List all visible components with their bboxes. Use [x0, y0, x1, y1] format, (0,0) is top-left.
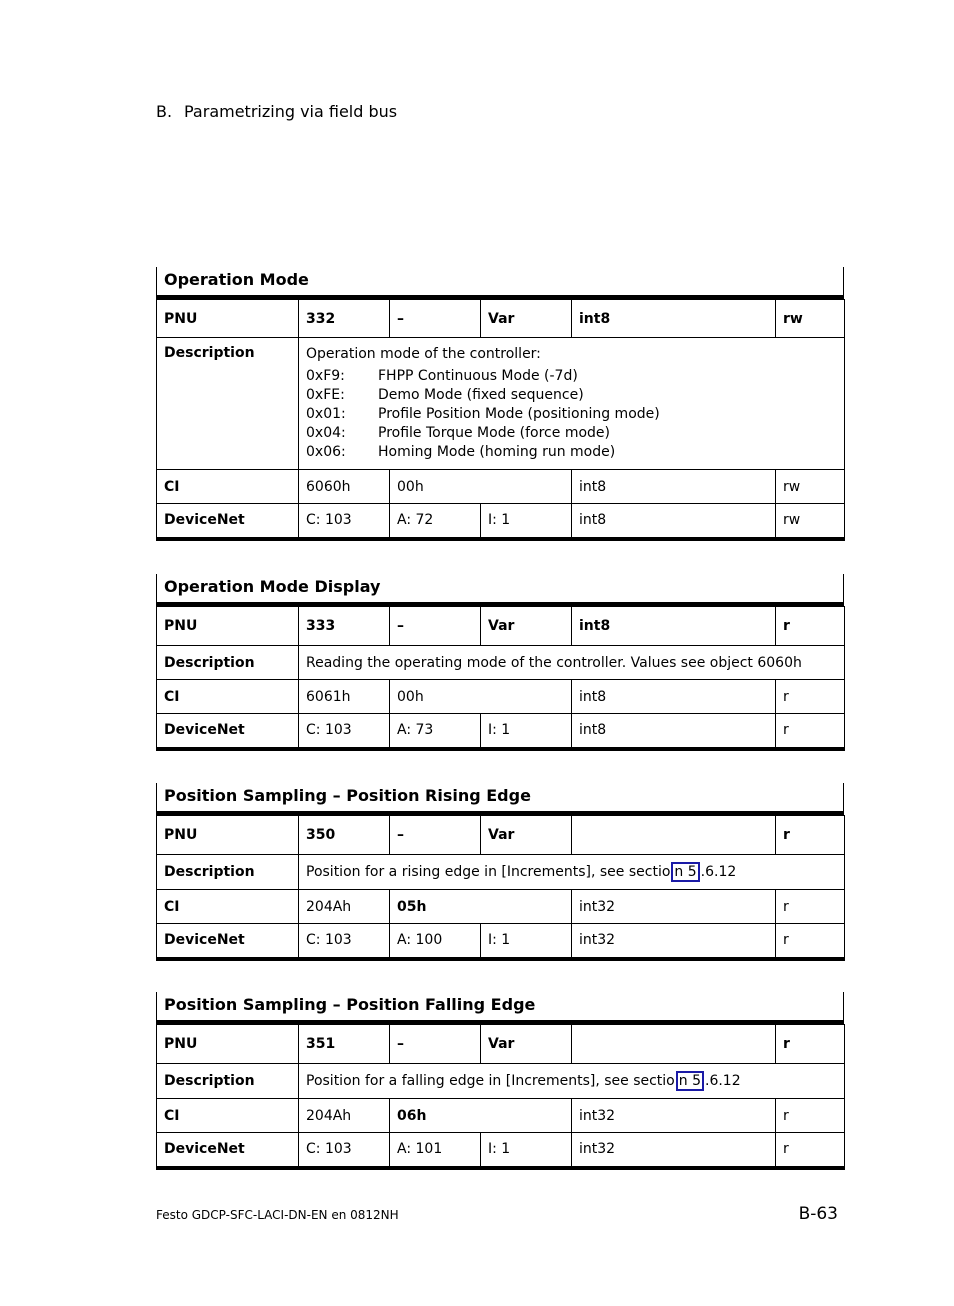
mode-text: Homing Mode (homing run mode): [378, 444, 616, 460]
pnu-row: [157, 1025, 845, 1064]
description-cell: [299, 855, 845, 890]
description-label: Description: [157, 855, 299, 890]
pnu-row: [157, 816, 845, 855]
description-text: Reading the operating mode of the controller. Values see object 6060h: [299, 646, 845, 680]
ci-index: 6061h: [299, 680, 390, 714]
ci-index: 204Ah: [299, 1099, 390, 1133]
section-number: B.: [156, 102, 173, 121]
mode-item: [306, 424, 837, 443]
ci-subindex: 06h: [390, 1099, 572, 1133]
param-table-position-rising-edge: [156, 783, 844, 961]
description-text-after: .6.12: [700, 864, 737, 880]
table-title: Position Sampling – Position Falling Edge: [156, 992, 844, 1024]
ci-access: r: [776, 1099, 845, 1133]
ci-row: [157, 680, 845, 714]
pnu-access: r: [776, 1025, 845, 1064]
pnu-label: PNU: [157, 1025, 299, 1064]
devicenet-row: [157, 924, 845, 959]
section-link[interactable]: n 5: [676, 1071, 704, 1091]
description-cell: [299, 1064, 845, 1099]
devicenet-label: DeviceNet: [157, 1133, 299, 1168]
ci-row: [157, 470, 845, 504]
mode-item: [306, 367, 837, 386]
ci-access: r: [776, 890, 845, 924]
pnu-type: [572, 816, 776, 855]
ci-row: [157, 1099, 845, 1133]
mode-text: Profile Position Mode (positioning mode): [378, 406, 660, 422]
ci-label: CI: [157, 470, 299, 504]
ci-subindex: 00h: [390, 680, 572, 714]
devicenet-attribute: A: 73: [390, 714, 481, 749]
pnu-access: r: [776, 816, 845, 855]
description-row: [157, 1064, 845, 1099]
description-cell: [299, 338, 845, 470]
description-row: [157, 646, 845, 680]
mode-item: [306, 405, 837, 424]
devicenet-class: C: 103: [299, 924, 390, 959]
ci-index: 204Ah: [299, 890, 390, 924]
pnu-number: 333: [299, 607, 390, 646]
devicenet-row: [157, 714, 845, 749]
devicenet-label: DeviceNet: [157, 924, 299, 959]
section-header: [156, 102, 397, 121]
devicenet-instance: I: 1: [481, 1133, 572, 1168]
devicenet-row: [157, 1133, 845, 1168]
devicenet-instance: I: 1: [481, 504, 572, 539]
table-title: Operation Mode: [156, 267, 844, 299]
description-text-after: .6.12: [705, 1073, 741, 1089]
footer-text: Festo GDCP-SFC-LACI-DN-EN en 0812NH: [156, 1208, 399, 1222]
description-row: [157, 338, 845, 470]
devicenet-type: int8: [572, 504, 776, 539]
section-link[interactable]: n 5: [671, 862, 699, 882]
param-grid: [156, 815, 845, 961]
pnu-row: [157, 607, 845, 646]
pnu-label: PNU: [157, 816, 299, 855]
pnu-type: int8: [572, 607, 776, 646]
param-table-position-falling-edge: [156, 992, 844, 1170]
ci-label: CI: [157, 890, 299, 924]
page-number: B-63: [798, 1204, 838, 1224]
pnu-subindex: –: [390, 300, 481, 338]
devicenet-access: r: [776, 714, 845, 749]
devicenet-type: int32: [572, 1133, 776, 1168]
devicenet-attribute: A: 101: [390, 1133, 481, 1168]
mode-code: 0x06:: [306, 444, 346, 460]
devicenet-instance: I: 1: [481, 714, 572, 749]
pnu-row: [157, 300, 845, 338]
devicenet-attribute: A: 100: [390, 924, 481, 959]
mode-text: Demo Mode (fixed sequence): [378, 387, 584, 403]
ci-label: CI: [157, 680, 299, 714]
devicenet-label: DeviceNet: [157, 504, 299, 539]
param-table-operation-mode: [156, 267, 844, 541]
devicenet-class: C: 103: [299, 504, 390, 539]
devicenet-attribute: A: 72: [390, 504, 481, 539]
ci-subindex: 05h: [390, 890, 572, 924]
devicenet-label: DeviceNet: [157, 714, 299, 749]
mode-code: 0xFE:: [306, 387, 345, 403]
pnu-kind: Var: [481, 1025, 572, 1064]
ci-type: int32: [572, 1099, 776, 1133]
pnu-kind: Var: [481, 607, 572, 646]
mode-text: FHPP Continuous Mode (-7d): [378, 368, 578, 384]
table-title: Position Sampling – Position Rising Edge: [156, 783, 844, 815]
pnu-type: [572, 1025, 776, 1064]
pnu-label: PNU: [157, 607, 299, 646]
mode-code: 0x04:: [306, 425, 346, 441]
param-grid: [156, 1024, 845, 1170]
ci-label: CI: [157, 1099, 299, 1133]
mode-text: Profile Torque Mode (force mode): [378, 425, 610, 441]
pnu-subindex: –: [390, 607, 481, 646]
devicenet-type: int8: [572, 714, 776, 749]
devicenet-instance: I: 1: [481, 924, 572, 959]
devicenet-access: r: [776, 1133, 845, 1168]
mode-code: 0xF9:: [306, 368, 345, 384]
devicenet-row: [157, 504, 845, 539]
ci-access: r: [776, 680, 845, 714]
pnu-number: 350: [299, 816, 390, 855]
devicenet-class: C: 103: [299, 1133, 390, 1168]
param-grid: [156, 299, 845, 541]
pnu-subindex: –: [390, 816, 481, 855]
pnu-access: r: [776, 607, 845, 646]
devicenet-class: C: 103: [299, 714, 390, 749]
ci-access: rw: [776, 470, 845, 504]
devicenet-access: rw: [776, 504, 845, 539]
table-title: Operation Mode Display: [156, 574, 844, 606]
ci-index: 6060h: [299, 470, 390, 504]
description-label: Description: [157, 338, 299, 470]
description-label: Description: [157, 1064, 299, 1099]
pnu-subindex: –: [390, 1025, 481, 1064]
ci-type: int32: [572, 890, 776, 924]
devicenet-access: r: [776, 924, 845, 959]
param-grid: [156, 606, 845, 751]
description-text: Position for a falling edge in [Increments], see sectio: [306, 1073, 675, 1089]
pnu-number: 351: [299, 1025, 390, 1064]
ci-type: int8: [572, 470, 776, 504]
pnu-kind: Var: [481, 816, 572, 855]
pnu-kind: Var: [481, 300, 572, 338]
ci-row: [157, 890, 845, 924]
description-label: Description: [157, 646, 299, 680]
description-row: [157, 855, 845, 890]
pnu-access: rw: [776, 300, 845, 338]
mode-item: [306, 386, 837, 405]
section-title: Parametrizing via field bus: [184, 102, 398, 121]
param-table-operation-mode-display: [156, 574, 844, 751]
ci-subindex: 00h: [390, 470, 572, 504]
description-intro: Operation mode of the controller:: [306, 346, 541, 362]
pnu-number: 332: [299, 300, 390, 338]
description-text: Position for a rising edge in [Increments], see sectio: [306, 864, 671, 880]
devicenet-type: int32: [572, 924, 776, 959]
mode-item: [306, 443, 837, 462]
mode-code: 0x01:: [306, 406, 346, 422]
pnu-type: int8: [572, 300, 776, 338]
pnu-label: PNU: [157, 300, 299, 338]
ci-type: int8: [572, 680, 776, 714]
